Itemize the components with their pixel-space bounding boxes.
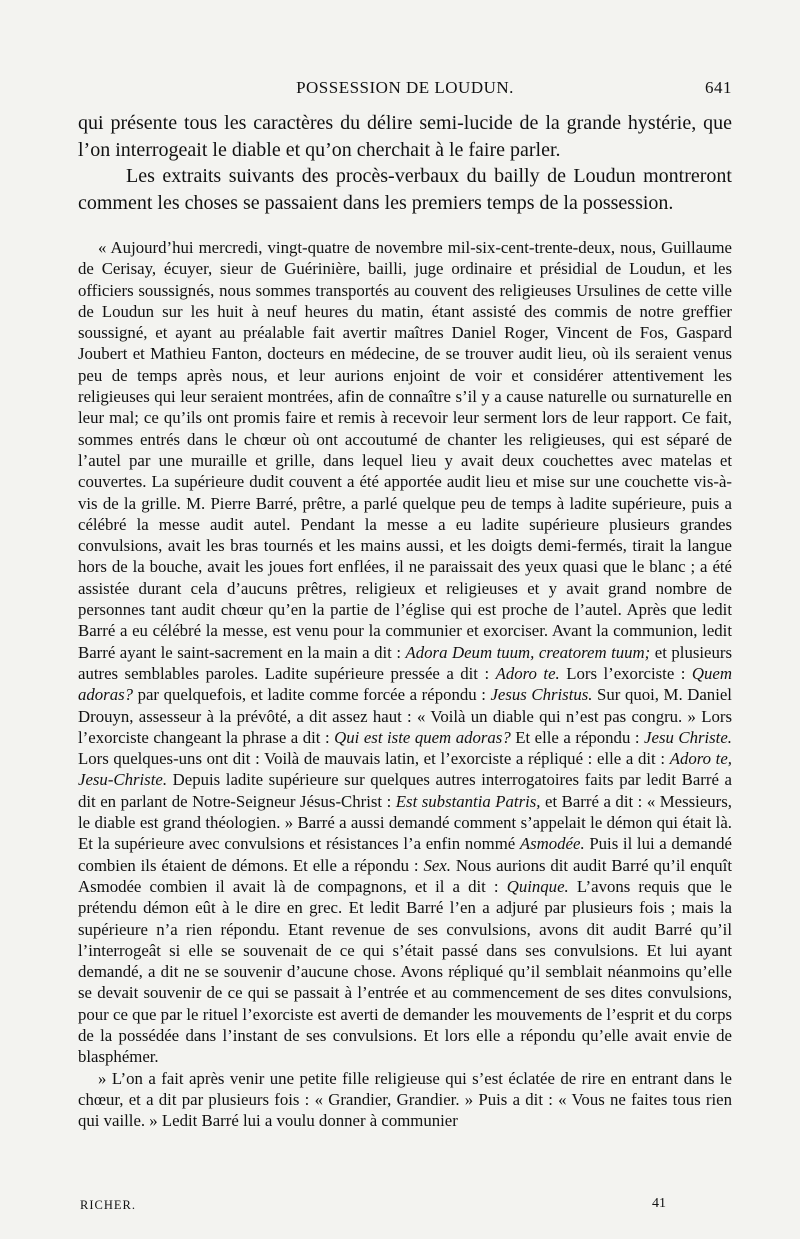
extract-text: Sur quoi, M. Daniel Drouyn, assesseur à la prévôté, a dit assez haut : « Voilà un diable qui n’est pas congru. » Lors l’exorciste changeant la phrase a dit : — [78, 685, 732, 747]
running-head — [78, 78, 732, 104]
latin-quote: Adora Deum tuum, creatorem tuum; — [405, 642, 651, 662]
intro-paragraph-2: Les extraits suivants des procès-verbaux du bailly de Loudun montreront comment les choses se passaient dans les premiers temps de la possession. — [78, 165, 732, 214]
extract-text: et Barré a dit : « Messieurs, le diable est grand théologien. » Barré a aussi demandé comment s’appelait le démon qui était là. Et la supérieure avec convulsions et résistances l’a enfin nommé — [78, 791, 732, 854]
latin-quote: Adoro te, Jesu-Christe. — [78, 749, 732, 790]
latin-quote: Adoro te. — [495, 663, 560, 683]
extract-text: « Aujourd’hui mercredi, vingt-quatre de novembre mil-six-cent-trente-deux, nous, Guillaume de Cerisay, écuyer, sieur de Guérinière, bailli, juge ordinaire et présidial de Loudun, et les officiers soussignés, nous sommes transportés au couvent des religieuses Ursulines de cette ville de Loudun sur les huit à neuf heures du matin, étant assisté des commis de notre greffier soussigné, et ayant au préalable fait avertir maîtres Daniel Roger, Vincent de Fos, Gaspard Joubert et Mathieu Fanton, docteurs en médecine, de se trouver audit lieu, où ils seraient venus peu de temps après nous, et leur aurions enjoint de voir et considérer attentivement les religieuses qui leur seraient montrées, afin de connaître s’il y a cause naturelle ou surnaturelle en leur mal; ce qu’ils ont promis faire et remis à recevoir leur serment lors de leur rapport. Ce fait, sommes entrés dans le chœur où ont accoutumé de chanter les religieuses, qui est séparé de l’autel par une muraille et grille, dans lequel lieu y avait deux couchettes avec matelas et couvertes. La supérieure dudit couvent a été apportée audit lieu et mise sur une couchette vis-à-vis de la grille. M. Pierre Barré, prêtre, a parlé quelque peu de temps à ladite supérieure, puis a célébré la messe audit autel. Pendant la messe a eu ladite supérieure plusieurs grandes convulsions, avait les bras tournés et les mains aussi, et les doigts demi-fermés, tirait la langue hors de la bouche, avait les joues fort enflées, il ne paraissait des yeux quasi que le blanc ; a été assistée durant cela d’aucuns prêtres, religieux et religieuses et y avait grand nombre de personnes tant audit chœur qu’en la partie de l’église qui est proche de l’autel. Après que ledit Barré a eu célébré la messe, est venu pour la communier et exorciser. Avant la communion, ledit Barré ayant le saint-sacrement en la main a dit : — [78, 238, 732, 662]
extract-text: et plusieurs autres semblables paroles. Ladite supérieure pressée a dit : — [78, 642, 732, 683]
latin-quote: Sex. — [423, 855, 451, 875]
sheet-number: 41 — [652, 1196, 666, 1211]
proces-verbal-extract — [78, 237, 732, 1131]
latin-quote: Est substantia Patris, — [395, 791, 541, 811]
latin-quote: Jesu Christe. — [644, 727, 732, 747]
extract-text: Puis il lui a demandé combien ils étaient de démons. Et elle a répondu : — [78, 834, 732, 875]
extract-text: Depuis ladite supérieure sur quelques autres interrogatoires faits par ledit Barré a dit en parlant de Notre-Seigneur Jésus-Christ : — [78, 770, 732, 811]
extract-paragraph-2: » L’on a fait après venir une petite fille religieuse qui s’est éclatée de rire en entrant dans le chœur, et a dit par plusieurs fois : « Grandier, Grandier. » Puis a dit : « Vous ne faites tous rien qui vaille. » Ledit Barré lui a voulu donner à communier — [78, 1068, 732, 1131]
latin-quote: Jesus Christus. — [490, 685, 593, 705]
extract-text: par quelquefois, et ladite comme forcée a répondu : — [133, 685, 491, 705]
printer-signature: RICHER. — [80, 1198, 136, 1212]
extract-text: Nous aurions dit audit Barré qu’il enquît Asmodée combien il avait là de compagnons, et il a dit : — [78, 855, 732, 896]
extract-text: Et elle a répondu : — [510, 727, 645, 747]
latin-quote: Quem adoras? — [78, 663, 732, 705]
intro-paragraph-1: qui présente tous les caractères du délire semi-lucide de la grande hystérie, que l’on interrogeait le diable et qu’on cherchait à le faire parler. — [78, 112, 732, 161]
latin-quote: Qui est iste quem adoras? — [334, 727, 511, 747]
latin-quote: Quinque. — [506, 876, 569, 896]
page-number: 641 — [705, 78, 732, 97]
running-title: POSSESSION DE LOUDUN. — [296, 78, 514, 97]
extract-text: L’avons requis que le prétendu démon eût à le dire en grec. Et ledit Barré l’en a adjuré par plusieurs fois ; mais la supérieure n’a rien répondu. Etant revenue de ses convulsions, avons dit audit Barré qu’il l’interrogeât si elle se souvenait de ce qui s’était passé dans ses convulsions. Et lui ayant demandé, a dit ne se souvenir d’aucune chose. Avons répliqué qu’il semblait néanmoins qu’elle se devait souvenir de ce qui se passait à l’entrée et au commencement de ses dites convulsions, pour ce que par le rituel l’exorciste est averti de demander les mouvements de l’esprit et du corps de la possédée dans l’instant de ses convulsions. Et lors elle a répondu qu’elle avait envie de blasphémer. — [78, 876, 732, 1067]
extract-paragraph-1 — [78, 237, 732, 1068]
page-footer — [80, 1196, 730, 1218]
demon-name: Asmodée. — [519, 834, 585, 854]
extract-text: Lors l’exorciste : — [559, 663, 692, 683]
intro-text — [78, 110, 732, 216]
extract-text: Lors quelques-uns ont dit : Voilà de mauvais latin, et l’exorciste a répliqué : elle a dit : — [78, 749, 670, 769]
